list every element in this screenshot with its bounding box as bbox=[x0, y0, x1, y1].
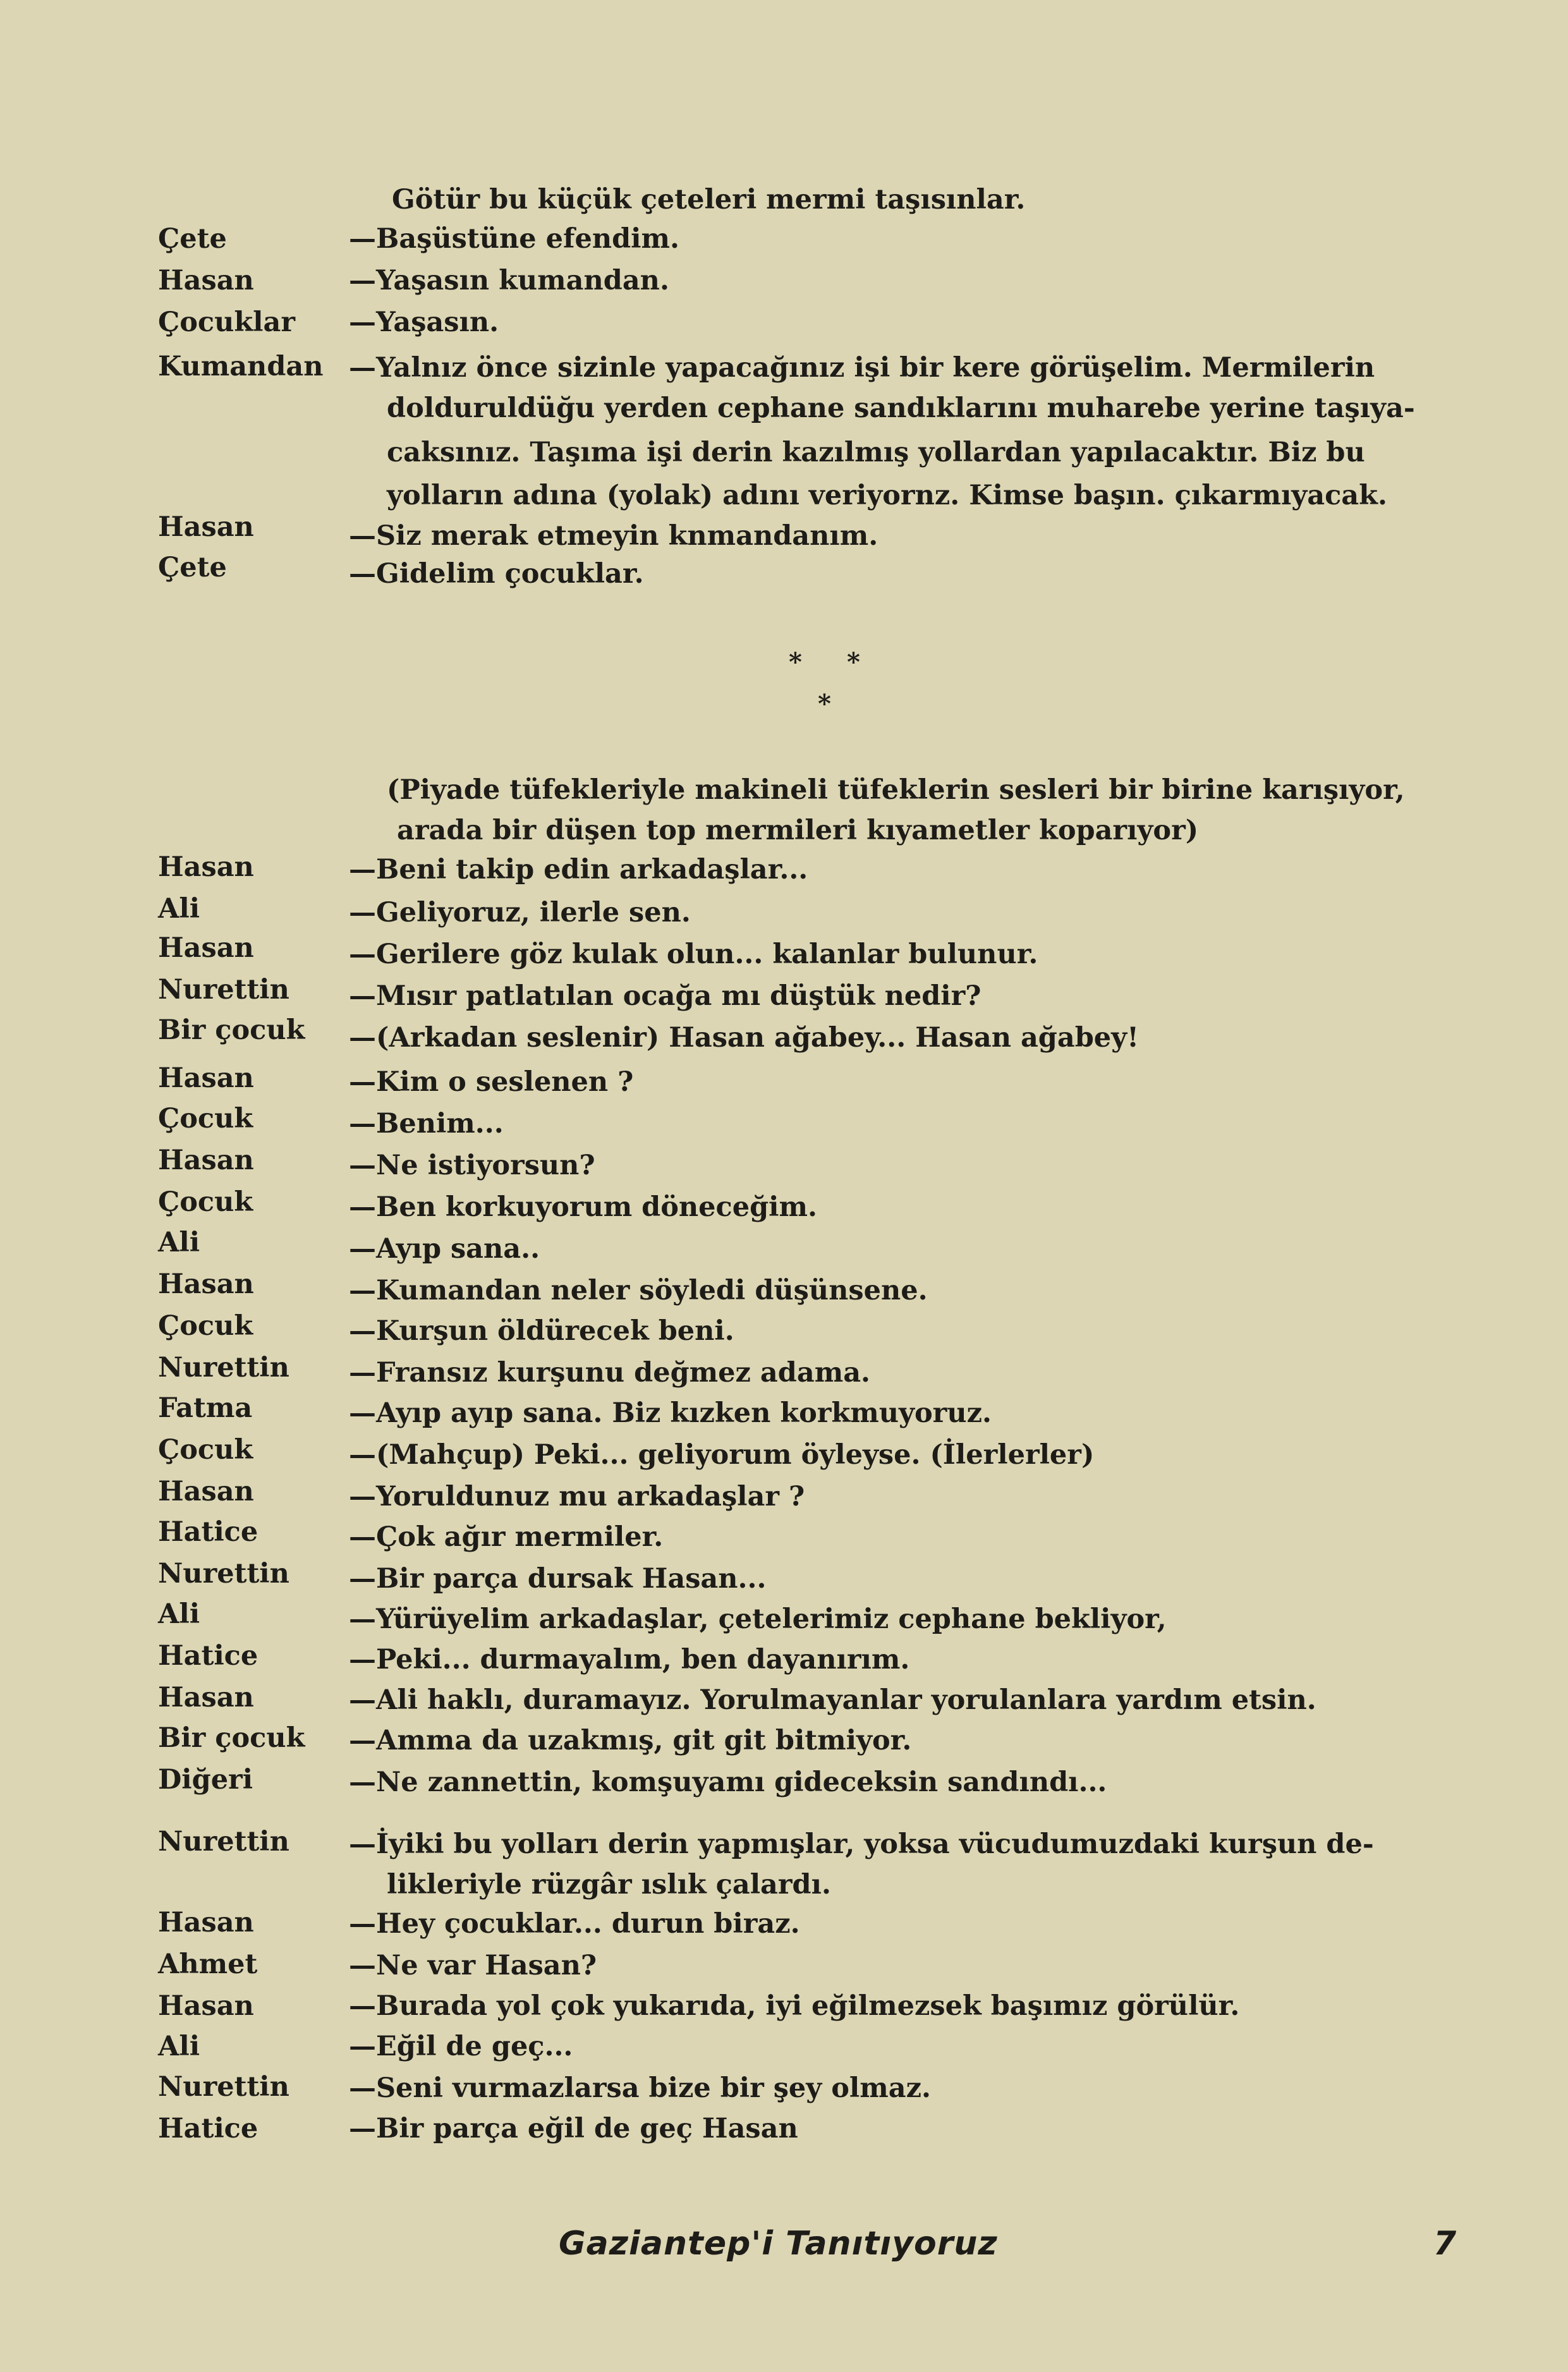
dialogue-text: —Mısır patlatılan ocağa mı düştük nedir? bbox=[349, 980, 982, 1012]
speaker-name: Diğeri bbox=[158, 1764, 253, 1796]
speaker-name: Bir çocuk bbox=[158, 1722, 305, 1754]
speaker-name: Hatice bbox=[158, 1516, 258, 1548]
speaker-name: Nurettin bbox=[158, 2071, 289, 2103]
speaker-name: Ali bbox=[158, 1227, 200, 1258]
dialogue-text: —Ne istiyorsun? bbox=[349, 1150, 595, 1181]
dialogue-continuation: likleriyle rüzgâr ıslık çalardı. bbox=[387, 1869, 831, 1901]
speaker-name: Çocuklar bbox=[158, 307, 295, 338]
speaker-name: Çocuk bbox=[158, 1103, 253, 1134]
dialogue-text: —Yalnız önce sizinle yapacağınız işi bir kere görüşelim. Mermilerin bbox=[349, 352, 1375, 384]
speaker-name: Ali bbox=[158, 893, 200, 925]
speaker-name: Hasan bbox=[158, 1990, 254, 2022]
dialogue-text: —Gidelim çocuklar. bbox=[349, 558, 644, 590]
dialogue-text: —Ne zannettin, komşuyamı gideceksin sandındı... bbox=[349, 1767, 1107, 1798]
speaker-name: Fatma bbox=[158, 1392, 253, 1424]
dialogue-text: —Ali haklı, duramayız. Yorulmayanlar yorulanlara yardım etsin. bbox=[349, 1684, 1316, 1716]
dialogue-text: —Fransız kurşunu değmez adama. bbox=[349, 1357, 871, 1389]
stage-direction: (Piyade tüfekleriyle makineli tüfeklerin sesleri bir birine karışıyor, bbox=[387, 774, 1405, 806]
speaker-name: Çete bbox=[158, 552, 227, 583]
speaker-name: Hasan bbox=[158, 1268, 254, 1300]
speaker-name: Hatice bbox=[158, 2113, 258, 2144]
speaker-name: Hasan bbox=[158, 1476, 254, 1507]
speaker-name: Çete bbox=[158, 223, 227, 255]
dialogue-text: —Kim o seslenen ? bbox=[349, 1066, 634, 1098]
dialogue-text: —Hey çocuklar... durun biraz. bbox=[349, 1908, 800, 1940]
dialogue-continuation: caksınız. Taşıma işi derin kazılmış yollardan yapılacaktır. Biz bu bbox=[387, 437, 1365, 468]
page-number: 7 bbox=[1433, 2225, 1457, 2263]
separator-star: * bbox=[818, 689, 831, 719]
speaker-name: Hasan bbox=[158, 265, 254, 296]
dialogue-text: —Kumandan neler söyledi düşünsene. bbox=[349, 1275, 928, 1306]
speaker-name: Hasan bbox=[158, 511, 254, 543]
dialogue-text: —Ayıp sana.. bbox=[349, 1233, 540, 1265]
speaker-name: Ahmet bbox=[158, 1949, 258, 1980]
stage-direction: arada bir düşen top mermileri kıyametler koparıyor) bbox=[397, 815, 1199, 846]
speaker-name: Çocuk bbox=[158, 1310, 253, 1342]
speaker-name: Çocuk bbox=[158, 1434, 253, 1466]
speaker-name: Nurettin bbox=[158, 1352, 289, 1384]
dialogue-text: —Çok ağır mermiler. bbox=[349, 1521, 664, 1553]
speaker-name: Ali bbox=[158, 2031, 200, 2062]
separator-star: * bbox=[789, 647, 802, 677]
separator-star: * bbox=[847, 647, 860, 677]
dialogue-continuation: yolların adına (yolak) adını veriyornz. Kimse başın. çıkarmıyacak. bbox=[387, 480, 1387, 511]
speaker-name: Hasan bbox=[158, 1062, 254, 1094]
speaker-name: Nurettin bbox=[158, 1558, 289, 1590]
speaker-name: Hasan bbox=[158, 932, 254, 964]
speaker-name: Hasan bbox=[158, 851, 254, 883]
intro-line: Götür bu küçük çeteleri mermi taşısınlar. bbox=[392, 184, 1026, 216]
dialogue-text: —Siz merak etmeyin knmandanım. bbox=[349, 520, 878, 552]
speaker-name: Nurettin bbox=[158, 974, 289, 1006]
dialogue-text: —Seni vurmazlarsa bize bir şey olmaz. bbox=[349, 2072, 932, 2104]
dialogue-text: —Burada yol çok yukarıda, iyi eğilmezsek başımız görülür. bbox=[349, 1990, 1240, 2022]
dialogue-text: —Yaşasın. bbox=[349, 307, 499, 338]
speaker-name: Çocuk bbox=[158, 1186, 253, 1218]
dialogue-text: —Yaşasın kumandan. bbox=[349, 265, 669, 296]
dialogue-text: —Eğil de geç... bbox=[349, 2031, 573, 2062]
speaker-name: Hasan bbox=[158, 1682, 254, 1713]
dialogue-text: —(Mahçup) Peki... geliyorum öyleyse. (İlerlerler) bbox=[349, 1439, 1095, 1471]
dialogue-text: —Yürüyelim arkadaşlar, çetelerimiz cephane bekliyor, bbox=[349, 1603, 1167, 1635]
dialogue-text: —Bir parça dursak Hasan... bbox=[349, 1563, 767, 1595]
dialogue-text: —Amma da uzakmış, git git bitmiyor. bbox=[349, 1725, 912, 1756]
dialogue-text: —Geliyoruz, ilerle sen. bbox=[349, 897, 691, 928]
dialogue-text: —Gerilere göz kulak olun... kalanlar bulunur. bbox=[349, 939, 1038, 970]
speaker-name: Hasan bbox=[158, 1145, 254, 1176]
dialogue-text: —Kurşun öldürecek beni. bbox=[349, 1315, 734, 1347]
dialogue-text: —Benim... bbox=[349, 1108, 504, 1140]
dialogue-text: —Ben korkuyorum döneceğim. bbox=[349, 1191, 817, 1223]
dialogue-text: —İyiki bu yolları derin yapmışlar, yoksa vücudumuzdaki kurşun de- bbox=[349, 1828, 1374, 1860]
speaker-name: Hasan bbox=[158, 1907, 254, 1938]
speaker-name: Bir çocuk bbox=[158, 1014, 305, 1046]
dialogue-text: —Bir parça eğil de geç Hasan bbox=[349, 2113, 798, 2144]
dialogue-continuation: dolduruldüğu yerden cephane sandıklarını muharebe yerine taşıya- bbox=[387, 392, 1415, 424]
footer-title: Gaziantep'i Tanıtıyoruz bbox=[559, 2225, 998, 2263]
dialogue-text: —Başüstüne efendim. bbox=[349, 223, 679, 255]
dialogue-text: —Ayıp ayıp sana. Biz kızken korkmuyoruz. bbox=[349, 1397, 992, 1429]
dialogue-text: —Yoruldunuz mu arkadaşlar ? bbox=[349, 1481, 805, 1512]
dialogue-text: —Peki... durmayalım, ben dayanırım. bbox=[349, 1644, 910, 1676]
dialogue-text: —(Arkadan seslenir) Hasan ağabey... Hasan ağabey! bbox=[349, 1022, 1140, 1054]
speaker-name: Ali bbox=[158, 1598, 200, 1630]
speaker-name: Hatice bbox=[158, 1640, 258, 1672]
speaker-name: Kumandan bbox=[158, 351, 324, 382]
dialogue-text: —Beni takip edin arkadaşlar... bbox=[349, 854, 808, 885]
speaker-name: Nurettin bbox=[158, 1826, 289, 1858]
dialogue-text: —Ne var Hasan? bbox=[349, 1950, 597, 1981]
